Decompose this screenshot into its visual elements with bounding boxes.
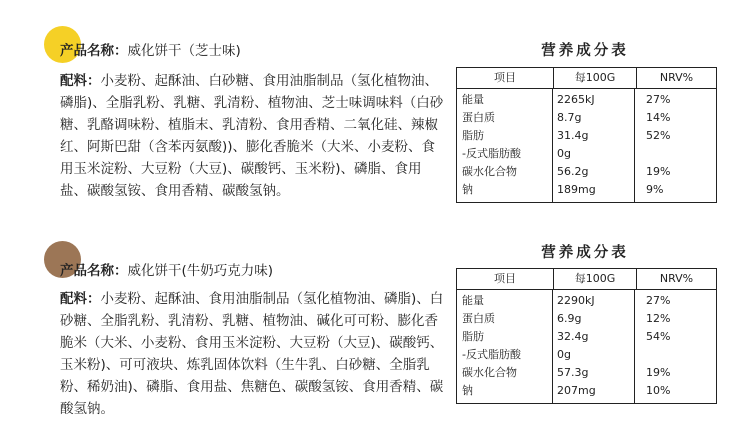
amount-trans-fat: 0g [557,348,571,361]
product-name: 威化饼干(牛奶巧克力味) [127,263,274,279]
product-name: 威化饼干（芝士味) [127,43,241,59]
ingredients-label: 配料： [60,73,101,89]
product-name-line [60,262,273,280]
header-nrv: NRV% [659,71,694,84]
amount-column [553,290,635,403]
nutrition-body [457,89,716,202]
nutrient-name-column [457,290,553,403]
nrv-trans-fat [635,145,714,163]
nutrient-fat: 脂肪 [462,129,484,142]
nrv-fat: 52% [646,129,671,142]
nutrition-header-row [457,68,716,89]
amount-carbs: 57.3g [557,366,589,379]
nutrient-energy: 能量 [462,294,484,307]
amount-sodium: 189mg [557,183,596,196]
header-per-100g: 每100G [554,269,637,289]
amount-energy: 2265kJ [557,93,595,106]
nutrient-protein: 蛋白质 [462,111,495,124]
nutrient-carbs: 碳水化合物 [462,366,517,379]
nrv-carbs: 19% [646,165,671,178]
ingredients-list: 小麦粉、起酥油、白砂糖、食用油脂制品（氢化植物油、磷脂)、全脂乳粉、乳糖、乳清粉、植物油、芝士味调味料（白砂糖、乳酪调味粉、植脂末、乳清粉、食用香精、二氧化硅、辣椒红、阿斯巴甜（含苯丙氨酸))、膨化香脆米（大米、小麦粉、食用玉米淀粉、大豆粉（大豆)、碳酸钙、玉米粉)、磷脂、食用盐、碳酸氢铵、食用香精、碳酸氢钠。 [60,73,444,199]
amount-fat: 31.4g [557,129,589,142]
amount-trans-fat: 0g [557,147,571,160]
nrv-carbs: 19% [646,366,671,379]
nrv-column [635,290,714,403]
product-name-label: 产品名称： [60,43,128,59]
nutrient-sodium: 钠 [462,183,473,196]
nrv-protein: 14% [646,111,671,124]
amount-protein: 6.9g [557,312,582,325]
nutrient-carbs: 碳水化合物 [462,165,517,178]
amount-column [553,89,635,202]
nrv-sodium: 9% [646,183,664,196]
nutrient-protein: 蛋白质 [462,312,495,325]
nutrient-energy: 能量 [462,93,484,106]
amount-fat: 32.4g [557,330,589,343]
nrv-sodium: 10% [646,384,671,397]
nutrient-trans-fat: -反式脂肪酸 [462,147,521,160]
nrv-energy: 27% [646,93,671,106]
nutrition-table [456,268,717,404]
amount-energy: 2290kJ [557,294,595,307]
amount-protein: 8.7g [557,111,582,124]
header-item: 项目 [457,68,554,88]
header-item: 项目 [457,269,554,289]
nutrition-table [456,67,717,203]
product-milk-chocolate [0,221,750,442]
product-name-line [60,42,241,60]
nrv-energy: 27% [646,294,671,307]
nrv-trans-fat [635,346,714,364]
product-name-label: 产品名称： [60,263,128,279]
nutrition-title: 营养成分表 [541,43,629,59]
header-per-100g: 每100G [554,68,637,88]
ingredients-label: 配料： [60,291,101,307]
amount-sodium: 207mg [557,384,596,397]
nutrient-trans-fat: -反式脂肪酸 [462,348,521,361]
nutrition-title: 营养成分表 [541,245,629,261]
ingredients-text [60,288,444,420]
nutrient-name-column [457,89,553,202]
nutrition-header-row [457,269,716,290]
nrv-fat: 54% [646,330,671,343]
nutrient-sodium: 钠 [462,384,473,397]
ingredients-list: 小麦粉、起酥油、食用油脂制品（氢化植物油、磷脂)、白砂糖、全脂乳粉、乳清粉、乳糖、植物油、碱化可可粉、膨化香脆米（大米、小麦粉、食用玉米淀粉、大豆粉（大豆)、碳酸钙、玉米粉)、可可液块、炼乳固体饮料（生牛乳、白砂糖、全脂乳粉、稀奶油)、磷脂、食用盐、焦糖色、碳酸氢铵、食用香精、碳酸氢钠。 [60,291,444,417]
nutrition-body [457,290,716,403]
ingredients-text [60,70,444,202]
nrv-column [635,89,714,202]
amount-carbs: 56.2g [557,165,589,178]
nutrient-fat: 脂肪 [462,330,484,343]
nrv-protein: 12% [646,312,671,325]
header-nrv: NRV% [659,272,694,285]
